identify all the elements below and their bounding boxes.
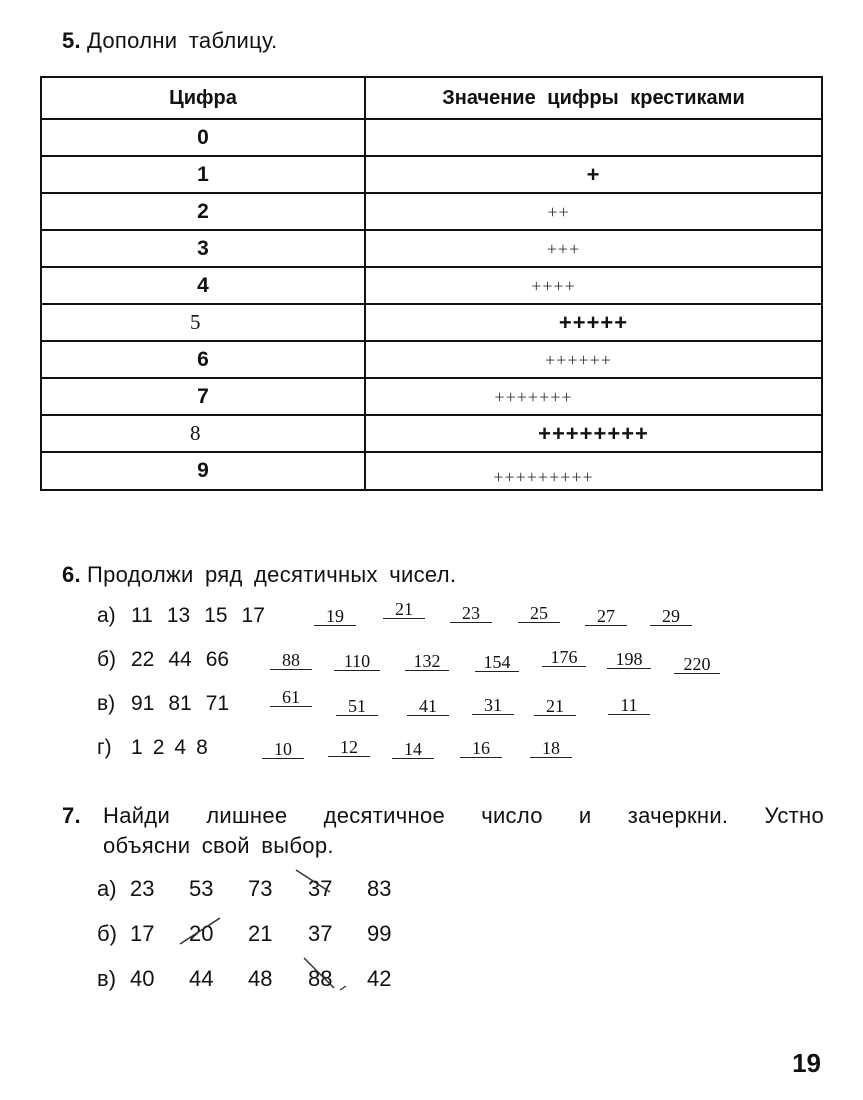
answer-field[interactable]: 198 xyxy=(607,650,651,669)
table-row xyxy=(41,341,822,378)
number-item: 73 xyxy=(248,876,273,901)
number-item: 21 xyxy=(248,921,273,946)
task7-heading xyxy=(62,803,824,859)
number-item: 23 xyxy=(130,876,155,901)
digit-cell: 4 xyxy=(41,267,365,304)
value-cell: +++ xyxy=(365,230,822,267)
table-row xyxy=(41,267,822,304)
table-row xyxy=(41,119,822,156)
answer-field[interactable]: 19 xyxy=(314,607,356,626)
table-row xyxy=(41,304,822,341)
value-cell xyxy=(365,119,822,156)
value-cell: ++++++++ xyxy=(365,415,822,452)
task7-number: 7. xyxy=(62,803,81,828)
sequence-row-g: г) 1 2 4 8 xyxy=(97,736,208,759)
row-label: а) xyxy=(97,876,117,901)
answer-field[interactable]: 31 xyxy=(472,696,514,715)
number-item: 53 xyxy=(189,876,214,901)
number-item: 17 xyxy=(130,921,155,946)
task7-text-line2: объясни свой выбор. xyxy=(103,833,334,858)
digit-cell: 0 xyxy=(41,119,365,156)
answer-field[interactable]: 27 xyxy=(585,607,627,626)
task5-heading xyxy=(62,28,278,54)
table-row xyxy=(41,230,822,267)
task6-heading xyxy=(62,562,456,588)
sequence-row-v: в) 91 81 71 xyxy=(97,692,230,715)
value-cell: +++++++ xyxy=(365,378,822,415)
number-item: 44 xyxy=(189,966,214,991)
number-item: 40 xyxy=(130,966,155,991)
answer-field[interactable]: 41 xyxy=(407,697,449,716)
header-digit: Цифра xyxy=(41,77,365,119)
answer-field[interactable]: 61 xyxy=(270,688,312,707)
task7-text-line1: Найди лишнее десятичное число и зачеркни. Устно xyxy=(103,803,824,828)
answer-field[interactable]: 88 xyxy=(270,651,312,670)
task5-number: 5. xyxy=(62,28,81,53)
strike-mark xyxy=(300,956,352,996)
digit-cell: 9 xyxy=(41,452,365,490)
sequence-row-b: б) 22 44 66 xyxy=(97,648,230,671)
crossed-number[interactable]: 88 xyxy=(308,966,333,991)
answer-field[interactable]: 18 xyxy=(530,739,572,758)
value-cell: +++++ xyxy=(365,304,822,341)
page-number: 19 xyxy=(792,1048,821,1078)
sequence-row-a: а) 11 13 15 17 xyxy=(97,604,265,627)
crossed-number[interactable]: 20 xyxy=(189,921,214,946)
table-row xyxy=(41,193,822,230)
value-cell: ++++ xyxy=(365,267,822,304)
number-item: 83 xyxy=(367,876,392,901)
crossed-number[interactable]: 37 xyxy=(308,876,333,901)
table-row xyxy=(41,415,822,452)
value-cell: + xyxy=(365,156,822,193)
answer-field[interactable]: 21 xyxy=(534,697,576,716)
task6-number: 6. xyxy=(62,562,81,587)
header-value: Значение цифры крестиками xyxy=(365,77,822,119)
table-row xyxy=(41,378,822,415)
digit-cell: 5 xyxy=(41,304,365,341)
answer-field[interactable]: 25 xyxy=(518,604,560,623)
number-item: 48 xyxy=(248,966,273,991)
strike-mark xyxy=(178,914,226,948)
answer-field[interactable]: 220 xyxy=(674,655,720,674)
row-label: в) xyxy=(97,966,117,991)
digits-table xyxy=(40,76,823,491)
answer-field[interactable]: 51 xyxy=(336,697,378,716)
table-row xyxy=(41,156,822,193)
answer-field[interactable]: 110 xyxy=(334,652,380,671)
digit-cell: 2 xyxy=(41,193,365,230)
answer-field[interactable]: 29 xyxy=(650,607,692,626)
answer-field[interactable]: 23 xyxy=(450,604,492,623)
digit-cell: 1 xyxy=(41,156,365,193)
answer-field[interactable]: 21 xyxy=(383,600,425,619)
digit-cell: 7 xyxy=(41,378,365,415)
table-header-row xyxy=(41,77,822,119)
task6-text: Продолжи ряд десятичных чисел. xyxy=(86,562,457,587)
answer-field[interactable]: 12 xyxy=(328,738,370,757)
number-item: 99 xyxy=(367,921,392,946)
digit-cell: 8 xyxy=(41,415,365,452)
row-label: б) xyxy=(97,921,117,946)
answer-field[interactable]: 16 xyxy=(460,739,502,758)
digit-cell: 3 xyxy=(41,230,365,267)
task5-text: Дополни таблицу. xyxy=(86,28,278,53)
strike-mark xyxy=(294,868,338,898)
number-item: 37 xyxy=(308,921,333,946)
answer-field[interactable]: 132 xyxy=(405,652,449,671)
answer-field[interactable]: 11 xyxy=(608,696,650,715)
digit-cell: 6 xyxy=(41,341,365,378)
answer-field[interactable]: 10 xyxy=(262,740,304,759)
value-cell: ++++++ xyxy=(365,341,822,378)
value-cell: ++ xyxy=(365,193,822,230)
number-item: 42 xyxy=(367,966,392,991)
table-row xyxy=(41,452,822,490)
value-cell: +++++++++ xyxy=(365,452,822,490)
answer-field[interactable]: 154 xyxy=(475,653,519,672)
answer-field[interactable]: 176 xyxy=(542,648,586,667)
answer-field[interactable]: 14 xyxy=(392,740,434,759)
